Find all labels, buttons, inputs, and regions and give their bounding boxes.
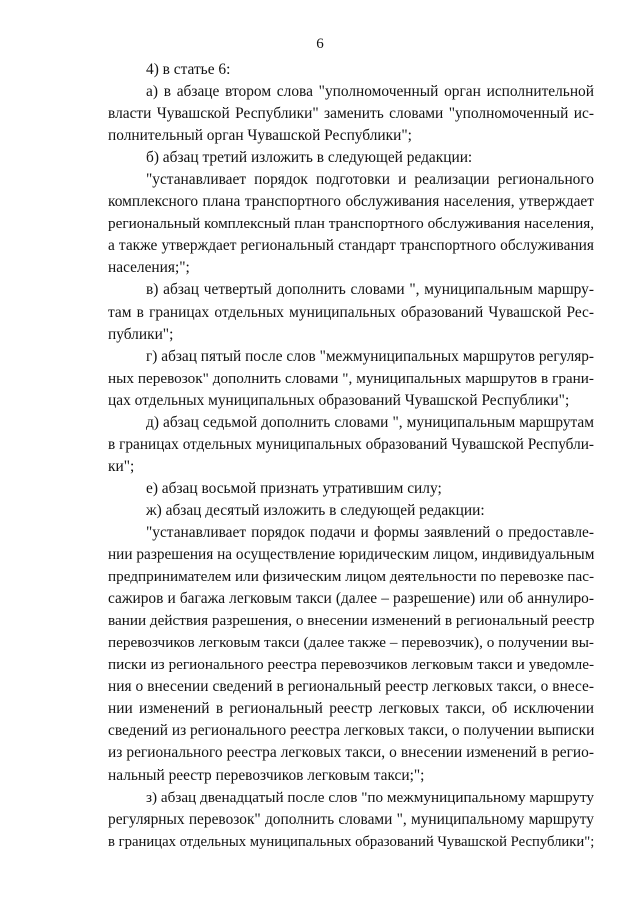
- text-line: е) абзац восьмой признать утратившим силу;: [146, 479, 442, 497]
- text-line: ных перевозок" дополнить словами ", муниципальных маршрутов в грани-: [108, 369, 594, 387]
- text-line: регулярных перевозок" дополнить словами ", муниципальному маршруту: [108, 810, 594, 828]
- text-line: публики";: [108, 325, 174, 343]
- text-line: ния о внесении сведений в региональный реестр легковых такси, о внесе-: [108, 678, 594, 696]
- text-line: "устанавливает порядок подачи и формы заявлений о предоставле-: [146, 523, 594, 541]
- text-line: г) абзац пятый после слов "межмуниципальных маршрутов регуляр-: [146, 347, 594, 365]
- text-line: сведений из регионального реестра легковых такси, о получении выписки: [108, 722, 595, 740]
- text-line: з) абзац двенадцатый после слов "по межмуниципальному маршруту: [146, 788, 594, 806]
- text-line: предпринимателем или физическим лицом деятельности по перевозке пас-: [108, 568, 595, 586]
- text-line: д) абзац седьмой дополнить словами ", муниципальным маршрутам: [146, 413, 594, 431]
- text-line: ж) абзац десятый изложить в следующей редакции:: [146, 501, 485, 519]
- text-line: региональный комплексный план транспортного обслуживания населения,: [108, 215, 594, 233]
- text-line: там в границах отдельных муниципальных образований Чувашской Рес-: [108, 303, 594, 321]
- text-line: комплексного плана транспортного обслуживания населения, утверждает: [108, 193, 594, 211]
- text-line: а) в абзаце втором слова "уполномоченный орган исполнительной: [146, 83, 594, 101]
- text-line: из регионального реестра легковых такси, о внесении изменений в регио-: [108, 744, 594, 762]
- text-line: нальный реестр перевозчиков легковым такси;";: [108, 766, 425, 784]
- text-line: в границах отдельных муниципальных образований Чувашской Республики";: [108, 833, 595, 850]
- text-line: полнительный орган Чувашской Республики";: [108, 127, 412, 145]
- text-line: населения;";: [108, 259, 190, 277]
- text-line: "устанавливает порядок подготовки и реализации регионального: [146, 171, 594, 189]
- text-line: в) абзац четвертый дополнить словами ", муниципальным маршру-: [146, 281, 594, 299]
- document-body: [108, 59, 594, 853]
- text-line: б) абзац третий изложить в следующей редакции:: [146, 149, 473, 167]
- text-line: 4) в статье 6:: [146, 61, 231, 78]
- text-line: власти Чувашской Республики" заменить словами "уполномоченный ис-: [108, 105, 594, 123]
- text-line: в границах отдельных муниципальных образований Чувашской Республи-: [108, 435, 594, 453]
- text-line: писки из регионального реестра перевозчиков легковым такси и уведомле-: [108, 656, 594, 674]
- text-line: нии разрешения на осуществление юридическим лицом, индивидуальным: [108, 546, 595, 564]
- text-line: а также утверждает региональный стандарт транспортного обслуживания: [108, 237, 594, 255]
- text-line: вании действия разрешения, о внесении изменений в региональный реестр: [108, 612, 595, 630]
- page-number: 6: [316, 36, 324, 52]
- text-line: нии изменений в региональный реестр легковых такси, об исключении: [108, 700, 594, 718]
- text-line: перевозчиков легковым такси (далее также – перевозчик), о получении вы-: [108, 634, 594, 652]
- text-line: цах отдельных муниципальных образований Чувашской Республики";: [108, 391, 570, 409]
- text-line: сажиров и багажа легковым такси (далее – разрешение) или об аннулиро-: [108, 590, 594, 608]
- text-line: ки";: [108, 457, 135, 475]
